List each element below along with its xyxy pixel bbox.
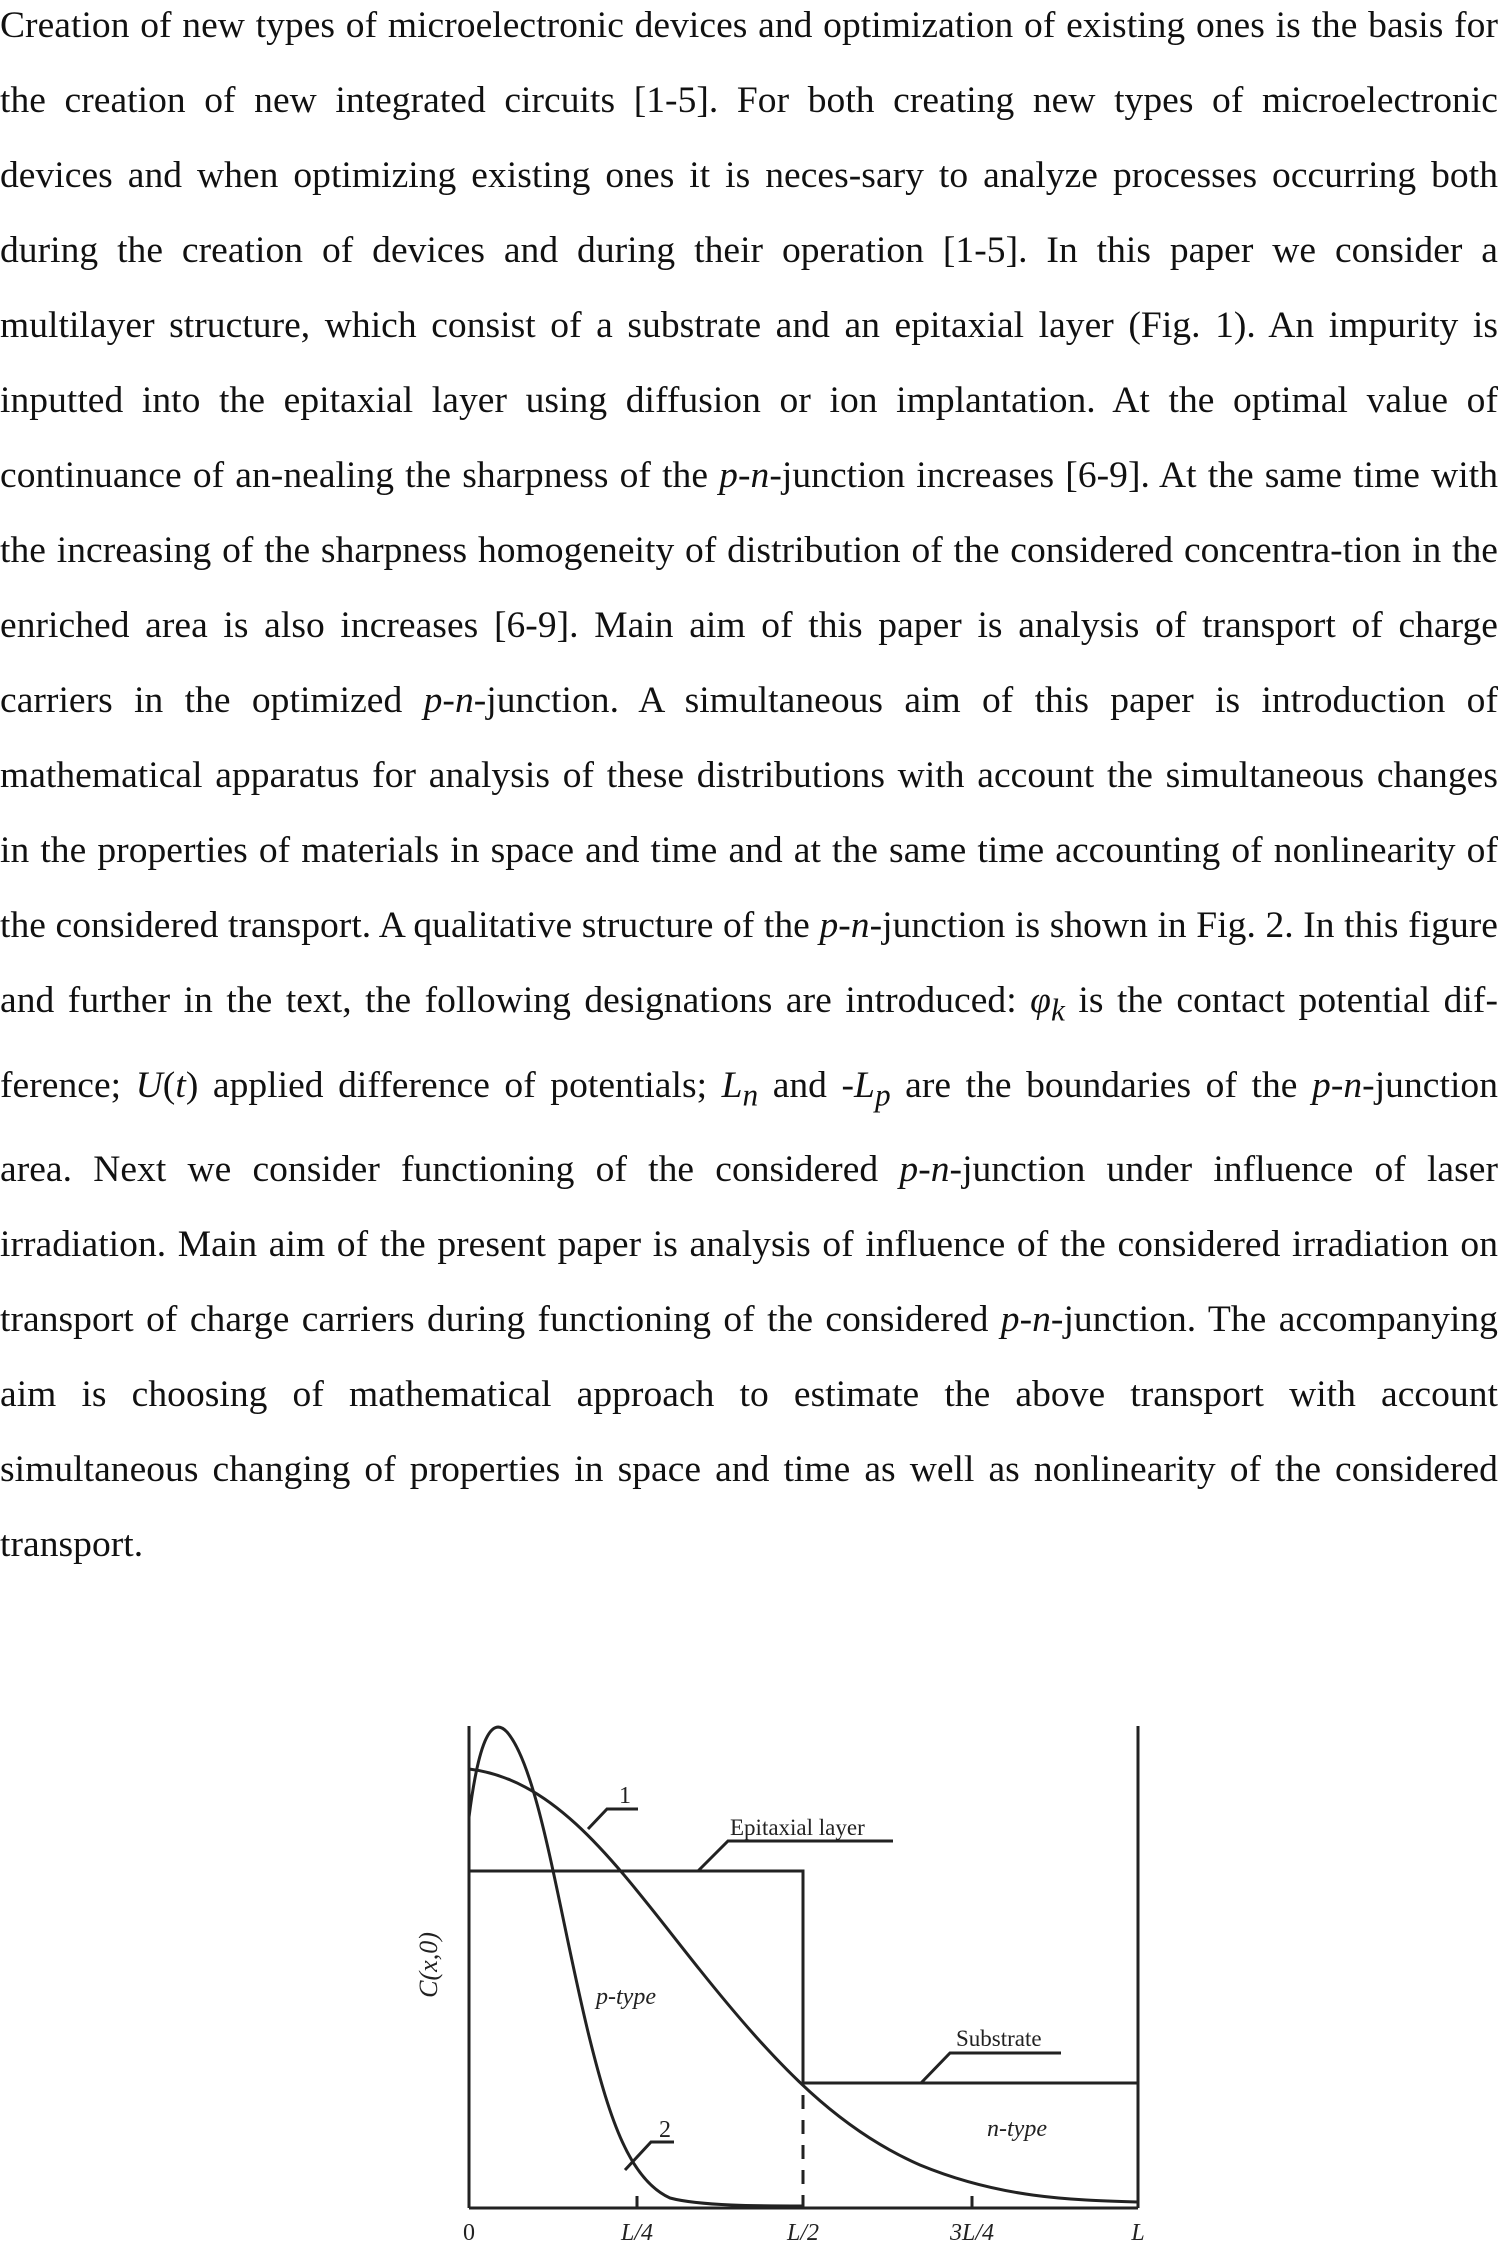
text-hyphen: - [737,455,751,496]
epitaxial-label: Epitaxial layer [730,1815,865,1840]
leader-substrate [921,2053,1061,2083]
text-segment: -junction. A simultaneous aim of this paper is introduction of mathematical apparatus for analysis of these distributions with account the simultaneous changes in the properties of materials in space and time and at the same time accounting of nonlinearity of the considered transport. A qualitative structure of the [0,680,1498,946]
italic-p: p [1000,1299,1020,1340]
italic-U: U [135,1064,163,1106]
text-segment: -junction area. Next we consider functioning of the considered [0,1064,1499,1190]
text-paren: ( [162,1064,176,1106]
y-axis-label: C(x,0) [414,1932,443,1998]
text-segment: -junction is shown in Fig. 2. In this figure and further in the text, the following designations are introduced: [0,905,1498,1021]
x-tick-label: 0 [463,2220,475,2241]
curve-1-label: 1 [619,1783,631,1809]
curve-2 [469,1727,803,2206]
figure-diagram [0,1710,1500,2241]
italic-n: n [454,680,474,721]
italic-L: L [721,1064,743,1106]
italic-n: n [1343,1064,1363,1106]
italic-p: p [719,455,738,496]
n-type-label: n-type [987,2116,1047,2142]
subscript-p: p [874,1077,891,1112]
text-hyphen: - [442,680,455,721]
leader-epitaxial [698,1841,893,1871]
text-segment: are the boundaries of the [890,1064,1312,1106]
italic-n: n [1032,1299,1051,1340]
text-hyphen: - [838,905,851,946]
italic-L: L [854,1064,875,1106]
x-tick-label: L/2 [786,2220,820,2241]
curve-2-label: 2 [659,2117,671,2143]
italic-p: p [819,905,839,946]
substrate-label: Substrate [956,2026,1042,2051]
italic-p: p [1312,1064,1331,1106]
text-segment: and - [758,1064,855,1106]
text-segment: -junction. The accompanying aim is choosing of mathematical approach to estimate the above transport with account simultaneous changing of properties in space and time as well as nonlinearity of the considered transport. [0,1299,1498,1565]
x-tick-label: L/4 [620,2220,654,2241]
text-hyphen: - [918,1149,931,1190]
text-segment: ) applied difference of potentials; [185,1064,722,1106]
italic-t: t [175,1064,186,1106]
text-segment: -junction increases [6-9]. At the same time with the increasing of the sharpness homogeneity of distribution of the considered concentra-tion in the enriched area is also increases [6-9]. Main aim of this paper is analysis of transport of charge carriers in the optimized [0,455,1498,721]
text-hyphen: - [1019,1299,1033,1340]
x-tick-label: 3L/4 [949,2220,995,2241]
text-segment: is the contact potential dif-ference; [0,980,1499,1106]
leader-curve-1 [588,1809,638,1829]
text-segment: Creation of new types of microelectronic devices and optimization of existing ones is the basis for the creation of new integrated circuits [1-5]. For both creating new types of microelectronic devices and when optimizing existing ones it is neces-sary to analyze processes occurring both during the creation of devices and during their operation [1-5]. In this paper we consider a multilayer structure, which consist of a substrate and an epitaxial layer (Fig. 1). An impurity is inputted into the epitaxial layer using diffusion or ion implantation. At the optimal value of continuance of an-nealing the sharpness of the [0,5,1498,496]
subscript-n: n [742,1077,759,1112]
subscript-k: k [1050,992,1065,1028]
text-hyphen: - [1330,1064,1344,1106]
italic-n: n [750,455,770,496]
leader-curve-2 [625,2142,674,2170]
diagram-svg [0,1710,1500,2241]
italic-n: n [850,905,870,946]
italic-n: n [930,1149,950,1190]
italic-p: p [423,680,443,721]
text-segment: -junction under influence of laser irradiation. Main aim of the present paper is analysis of influence of the considered irradiation on transport of charge carriers during functioning of the considered [0,1149,1498,1340]
x-tick-label: L [1131,2220,1145,2241]
italic-p: p [899,1149,919,1190]
epitaxial-layer-step [469,1871,1138,2083]
phi-symbol: φ [1030,980,1051,1021]
p-type-label: p-type [596,1984,656,2010]
